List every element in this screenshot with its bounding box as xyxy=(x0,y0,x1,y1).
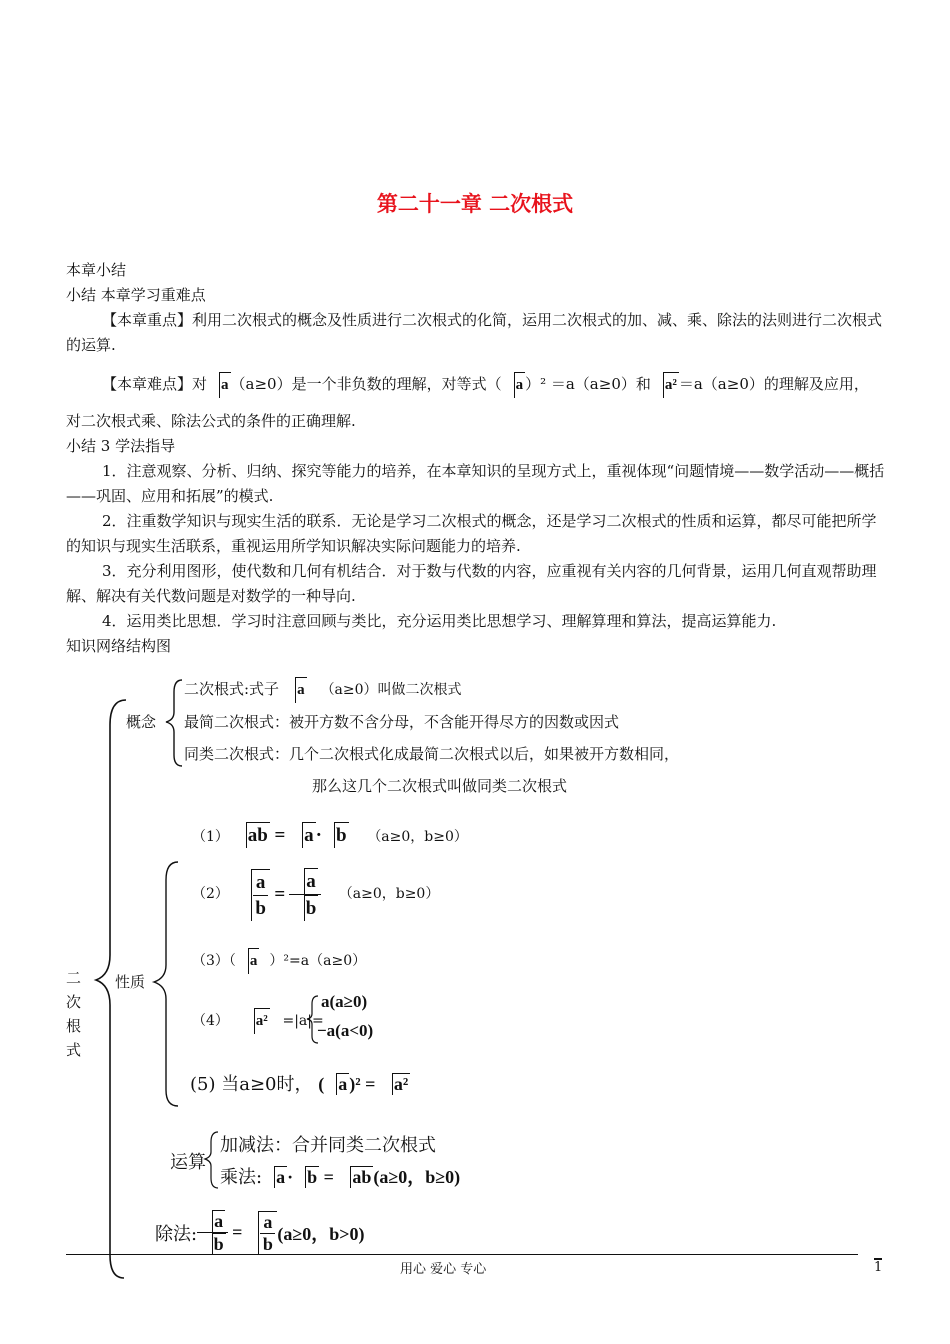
sqrt-a-symbol: a xyxy=(283,677,307,703)
concept-similar-cont: 那么这几个二次根式叫做同类二次根式 xyxy=(312,777,568,795)
guide-item: 4．运用类比思想．学习时注意回顾与类比，充分运用类比思想学习、理解算理和算法，提高运算能力. xyxy=(102,612,777,630)
key-points-paragraph: 【本章重点】利用二次根式的概念及性质进行二次根式的化简，运用二次根式的加、减、乘、除法的法则进行二次根式的运算. xyxy=(66,311,883,354)
property-4: （4） a² =|a|= xyxy=(192,1008,324,1034)
sqrt-a-squared-symbol: a² xyxy=(242,1008,270,1034)
prop1-formula: ab = a · b xyxy=(234,825,349,846)
prop5-formula: ( a )² = a² xyxy=(318,1074,409,1094)
concept-simplest: 最简二次根式：被开方数不含分母，不含能开得尽方的因数或因式 xyxy=(184,713,620,731)
sqrt-a-symbol: a xyxy=(502,372,526,398)
subsection-title: 小结 3 学法指导 xyxy=(66,437,176,455)
difficult-prefix: 【本章难点】对 xyxy=(102,375,208,393)
property-label: 性质 xyxy=(115,973,146,991)
op-mul-formula: a · b = ab xyxy=(262,1167,373,1187)
property-5: (5) 当a≥0时， ( a )² = a² xyxy=(190,1074,409,1095)
prop4-case-negative: −a(a<0) xyxy=(317,1021,374,1040)
root-label: 二 次 根 式 xyxy=(66,969,82,1059)
concept-label: 概念 xyxy=(126,713,157,731)
op-div-formula: $\frac{a}{b}$ = $\frac{a}{b}$ xyxy=(197,1210,277,1255)
property-1: （1） ab = a · b （a≥0，b≥0） xyxy=(192,822,468,850)
concept-similar: 同类二次根式：几个二次根式化成最简二次根式以后，如果被开方数相同， xyxy=(184,745,680,763)
prop4-case-positive: a(a≥0) xyxy=(321,992,368,1011)
difficult-part1: （a≥0）是一个非负数的理解，对等式（ xyxy=(230,375,502,393)
footer-motto: 用心 爱心 专心 xyxy=(400,1262,487,1277)
sqrt-a-symbol: a xyxy=(236,948,260,974)
page-number: 1 xyxy=(874,1260,883,1275)
sqrt-a-squared-symbol: a² xyxy=(651,372,679,398)
property-3: （3）（ a ）²=a（a≥0） xyxy=(192,948,366,974)
property-2: （2） $\frac{a}{b}$ = $\frac{a}{b}$ （a≥0，b≥0） xyxy=(192,868,439,921)
concept-brace xyxy=(166,680,182,766)
op-add-sub: 加减法：合并同类二次根式 xyxy=(220,1135,436,1156)
sqrt-a-symbol: a xyxy=(207,372,231,398)
page-title: 第二十一章 二次根式 xyxy=(376,192,574,216)
ops-brace xyxy=(205,1132,218,1188)
difficult-points-line2: 对二次根式乘、除法公式的条件的正确理解. xyxy=(66,412,356,430)
guide-item: 2．注重数学知识与现实生活的联系．无论是学习二次根式的概念，还是学习二次根式的性质和运算，都尽可能把所学的知识与现实生活联系，重视运用所学知识解决实际问题能力的培养. xyxy=(66,512,877,555)
network-label: 知识网络结构图 xyxy=(66,637,172,655)
op-multiply: 乘法: a · b = ab (a≥0，b≥0) xyxy=(220,1167,461,1188)
guide-item: 3．充分利用图形，使代数和几何有机结合．对于数与代数的内容，应重视有关内容的几何背景，运用几何直观帮助理解、解决有关代数问题是对数学的一种导向. xyxy=(66,562,877,605)
difficult-part2: ）² ＝a（a≥0）和 xyxy=(525,375,651,393)
prop2-formula: $\frac{a}{b}$ = $\frac{a}{b}$ xyxy=(239,868,321,921)
property-brace xyxy=(154,862,178,1106)
op-divide: 除法: $\frac{a}{b}$ = $\frac{a}{b}$ (a≥0，b>0) xyxy=(155,1211,365,1254)
footer-rule xyxy=(66,1254,858,1255)
difficult-part3: ＝a（a≥0）的理解及应用， xyxy=(678,375,869,393)
concept-definition: 二次根式:式子 a （a≥0）叫做二次根式 xyxy=(184,677,462,703)
ops-label: 运算 xyxy=(170,1152,206,1173)
section-label: 本章小结 xyxy=(66,261,127,279)
guide-item: 1．注意观察、分析、归纳、探究等能力的培养，在本章知识的呈现方式上，重视体现“问题情境——数学活动——概括——巩固、应用和拓展”的模式. xyxy=(66,462,885,505)
subsection-title: 小结 本章学习重难点 xyxy=(66,286,206,304)
